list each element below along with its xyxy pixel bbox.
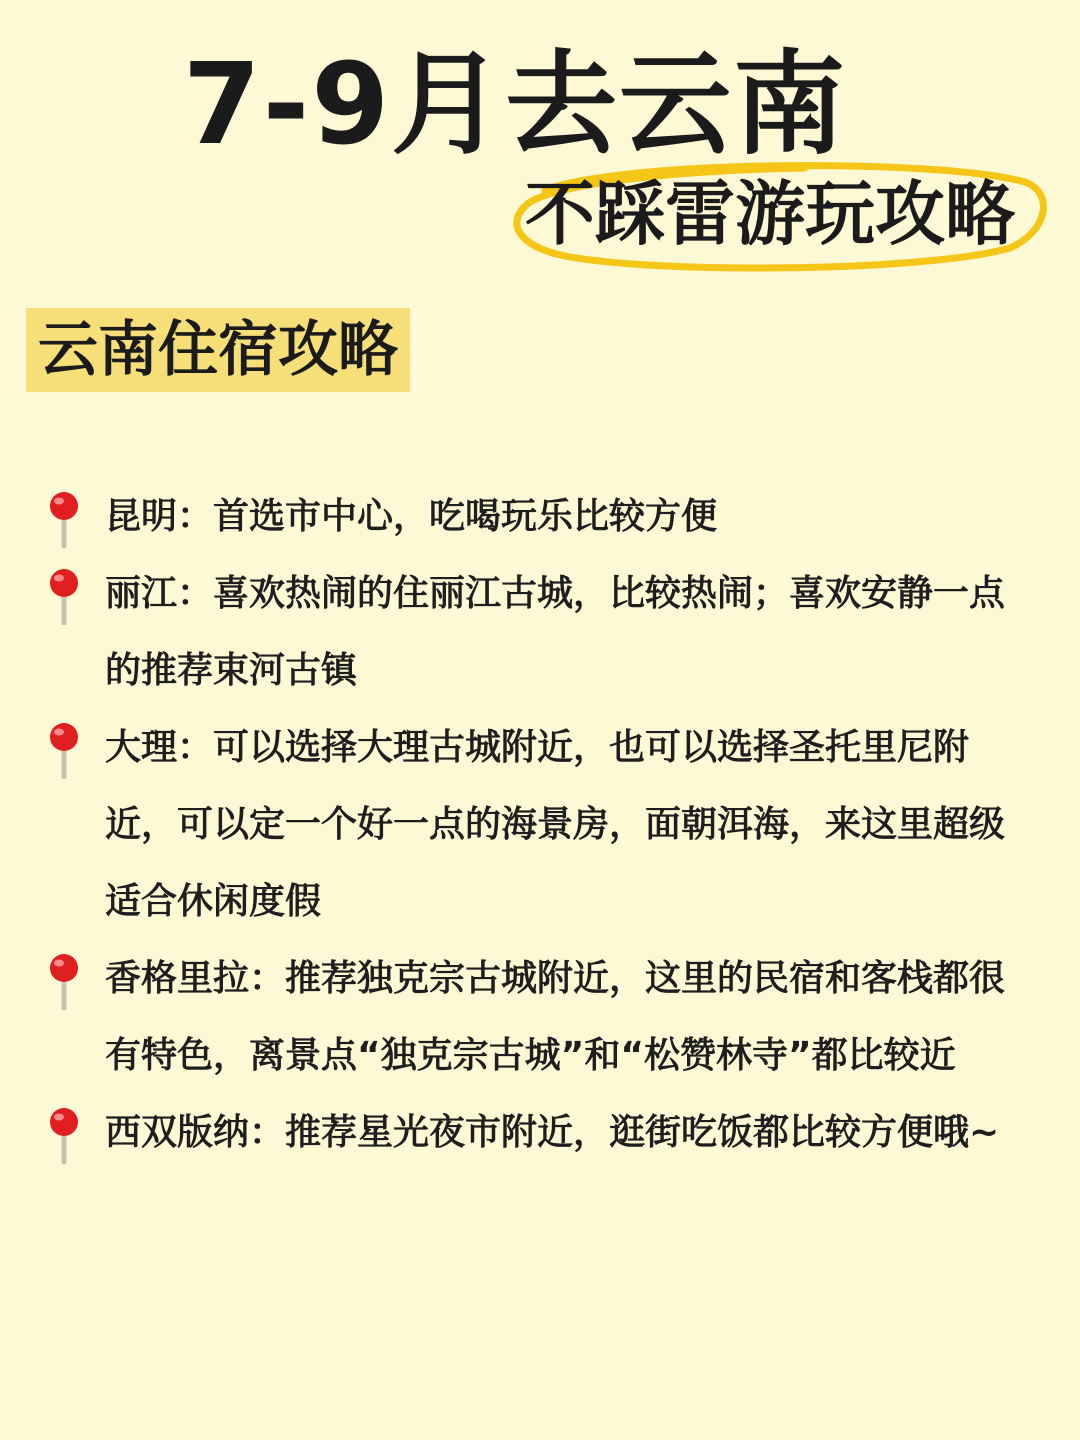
list-item [0,555,1020,709]
list-item [0,1094,1020,1171]
list-item-text: 香格里拉：推荐独克宗古城附近，这里的民宿和客栈都很有特色，离景点“独克宗古城”和“松赞林寺”都比较近 [105,958,1006,1076]
list-item-text: 昆明：首选市中心，吃喝玩乐比较方便 [105,496,718,537]
map-pin-icon [44,721,84,779]
page-title: 7-9月去云南 [182,40,848,170]
map-pin-icon [44,952,84,1010]
map-pin-icon [44,490,84,548]
subtitle-badge [505,150,1050,280]
list-item [0,940,1020,1094]
list-item [0,709,1020,940]
accommodation-list [0,478,1080,1171]
list-item-text: 西双版纳：推荐星光夜市附近，逛街吃饭都比较方便哦~ [105,1112,1000,1153]
list-item-text: 丽江：喜欢热闹的住丽江古城，比较热闹；喜欢安静一点的推荐束河古镇 [105,573,1006,691]
page-subtitle: 不踩雷游玩攻略 [525,173,1015,255]
map-pin-icon [44,567,84,625]
section-heading: 云南住宿攻略 [26,308,410,392]
map-pin-icon [44,1106,84,1164]
list-item-text: 大理：可以选择大理古城附近，也可以选择圣托里尼附近，可以定一个好一点的海景房，面朝洱海，来这里超级适合休闲度假 [105,727,1006,922]
list-item [0,478,1020,555]
